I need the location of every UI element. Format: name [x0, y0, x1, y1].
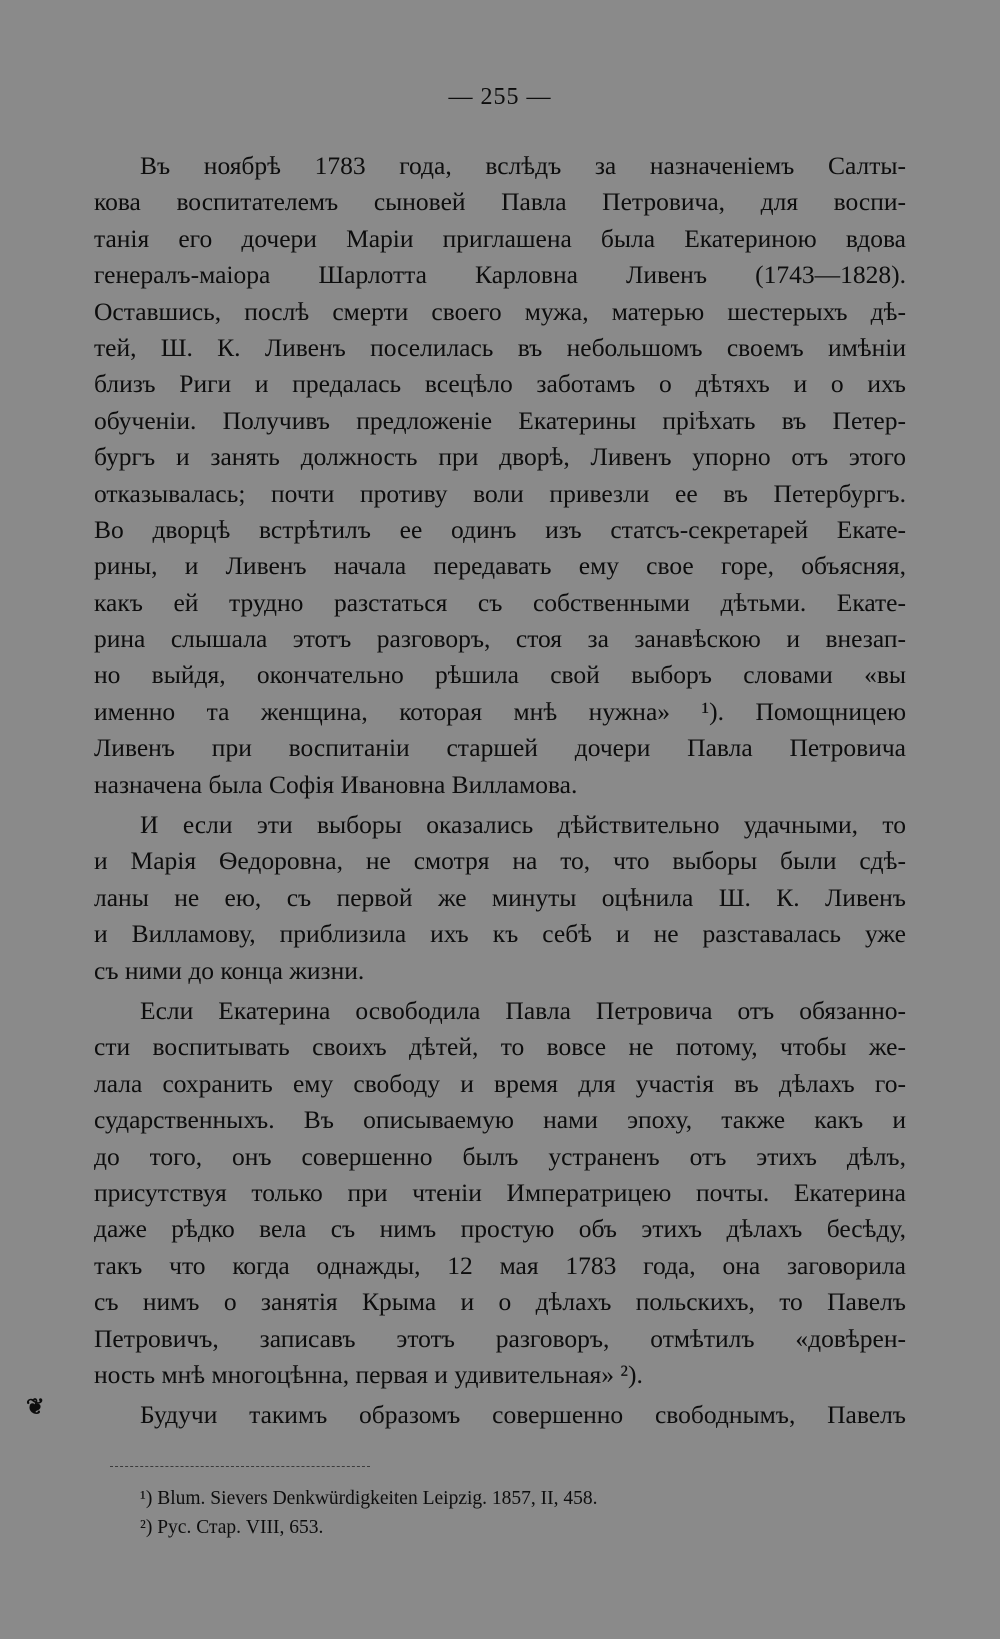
- text-line: назначена была Софія Ивановна Вилламова.: [94, 769, 578, 799]
- text-line: съ нимъ о занятія Крыма и о дѣлахъ польскихъ, то Павелъ: [94, 1287, 906, 1317]
- text-line: И если эти выборы оказались дѣйствительно удачными, то: [140, 810, 906, 840]
- text-line: именно та женщина, которая мнѣ нужна» ¹). Помощницею: [94, 696, 906, 726]
- text-line: танія его дочери Маріи приглашена была Екатериною вдова: [94, 223, 906, 253]
- text-line: ность мнѣ многоцѣнна, первая и удивительная» ²).: [94, 1359, 643, 1389]
- text-line: обученіи. Получивъ предложеніе Екатерины пріѣхать въ Петер-: [94, 405, 906, 435]
- text-line: даже рѣдко вела съ нимъ простую объ этихъ дѣлахъ бесѣду,: [94, 1214, 906, 1244]
- text-line: ланы не ею, съ первой же минуты оцѣнила Ш. К. Ливенъ: [94, 882, 906, 912]
- text-line: близъ Риги и предалась всецѣло заботамъ о дѣтяхъ и о ихъ: [94, 369, 906, 399]
- text-line: и Вилламову, приблизила ихъ къ себѣ и не разставалась уже: [94, 919, 906, 949]
- text-line: Во дворцѣ встрѣтилъ ее одинъ изъ статсъ-секретарей Екате-: [94, 514, 906, 544]
- text-line: тей, Ш. К. Ливенъ поселилась въ небольшомъ своемъ имѣніи: [94, 332, 906, 362]
- text-line: Въ ноябрѣ 1783 года, вслѣдъ за назначеніемъ Салты-: [140, 151, 906, 180]
- text-line: присутствуя только при чтеніи Императрицею почты. Екатерина: [94, 1177, 906, 1207]
- text-line: генералъ-маіора Шарлотта Карловна Ливенъ (1743—1828).: [94, 260, 906, 290]
- marginal-mark: ❦: [26, 1394, 45, 1419]
- text-line: Оставшись, послѣ смерти своего мужа, матерью шестерыхъ дѣ-: [94, 296, 906, 326]
- footnote-rule: [110, 1466, 370, 1467]
- text-line: рины, и Ливенъ начала передавать ему свое горе, объясняя,: [94, 551, 906, 581]
- body-text: [94, 148, 906, 1434]
- text-line: и Марія Ѳедоровна, не смотря на то, что выборы были сдѣ-: [94, 846, 906, 876]
- footnotes: [140, 1484, 900, 1542]
- text-line: отказывалась; почти противу воли привезли ее въ Петербургъ.: [94, 478, 906, 508]
- text-line: сударственныхъ. Въ описываемую нами эпоху, также какъ и: [94, 1105, 906, 1135]
- text-line: такъ что когда однажды, 12 мая 1783 года, она заговорила: [94, 1250, 906, 1280]
- text-line: до того, онъ совершенно былъ устраненъ отъ этихъ дѣлъ,: [94, 1141, 906, 1171]
- page-number: — 255 —: [448, 84, 552, 110]
- text-line: сти воспитывать своихъ дѣтей, то вовсе не потому, чтобы же-: [94, 1032, 906, 1062]
- text-line: но выйдя, окончательно рѣшила свой выборъ словами «вы: [94, 660, 906, 690]
- text-line: Петровичъ, записавъ этотъ разговоръ, отмѣтилъ «довѣрен-: [94, 1323, 906, 1353]
- text-line: какъ ей трудно разстаться съ собственными дѣтьми. Екате-: [94, 587, 906, 617]
- text-line: рина слышала этотъ разговоръ, стоя за занавѣскою и внезап-: [94, 624, 906, 654]
- text-line: съ ними до конца жизни.: [94, 955, 365, 985]
- text-line: Будучи такимъ образомъ совершенно свободнымъ, Павелъ: [140, 1400, 906, 1430]
- text-line: кова воспитателемъ сыновей Павла Петровича, для воспи-: [94, 187, 906, 217]
- text-line: лала сохранить ему свободу и время для участія въ дѣлахъ го-: [94, 1068, 906, 1098]
- text-line: Если Екатерина освободила Павла Петровича отъ обязанно-: [140, 995, 906, 1025]
- footnote: ²) Рус. Стар. VIII, 653.: [140, 1517, 324, 1538]
- text-line: бургъ и занять должность при дворѣ, Ливенъ упорно отъ этого: [94, 442, 906, 472]
- footnote: ¹) Blum. Sievers Denkwürdigkeiten Leipzig. 1857, II, 458.: [140, 1488, 598, 1509]
- text-line: Ливенъ при воспитаніи старшей дочери Павла Петровича: [94, 733, 906, 763]
